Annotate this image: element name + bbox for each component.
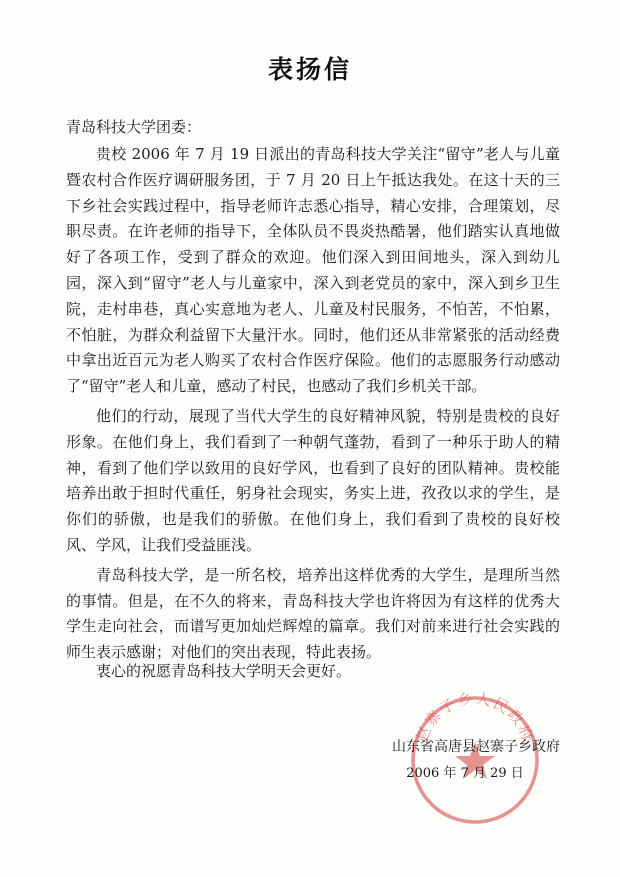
paragraph-3: 青岛科技大学，是一所名校，培养出这样优秀的大学生，是理所当然的事情。但是，在不久的将来，青岛科技大学也许将因为有这样的优秀大学生走向社会，而谱写更加灿烂辉煌的篇章。我们对前来进行社会实践的师生表示感谢；对他们的突出表现，特此表扬。: [66, 565, 560, 662]
letter-body: [66, 142, 560, 670]
signer: 山东省高唐县赵寨子乡政府: [392, 739, 560, 755]
salutation: 青岛科技大学团委：: [66, 118, 202, 136]
official-seal-icon: [405, 690, 545, 830]
paragraph-2: 他们的行动，展现了当代大学生的良好精神风貌，特别是贵校的良好形象。在他们身上，我们看到了一种朝气蓬勃，看到了一种乐于助人的精神，看到了他们学以致用的良好学风，也看到了良好的团队精神。贵校能培养出敢于担时代重任，躬身社会现实，务实上进，孜孜以求的学生，是你们的骄傲，也是我们的骄傲。在他们身上，我们看到了贵校的良好校风、学风，让我们受益匪浅。: [66, 406, 560, 554]
closing-line: 衷心的祝愿青岛科技大学明天会更好。: [96, 662, 352, 680]
letter-title: 表扬信: [267, 55, 352, 84]
svg-text:赵寨子乡人民政府: 赵寨子乡人民政府: [412, 690, 538, 745]
paragraph-1: 贵校 2006 年 7 月 19 日派出的青岛科技大学关注“留守”老人与儿童暨农村合作医疗调研服务团，于 7 月 20 日上午抵达我处。在这十天的三下乡社会实践过程中，指导老师许志悉心指导，精心安排，合理策划，尽职尽责。在许老师的指导下，全体队员不畏炎热酷暑，他们踏实认真地做好了各项工作，受到了群众的欢迎。他们深入到田间地头，深入到幼儿园，深入到“留守”老人与儿童家中，深入到老党员的家中，深入到乡卫生院，走村串巷，真心实意地为老人、儿童及村民服务，不怕苦，不怕累，不怕脏，为群众利益留下大量汗水。同时，他们还从非常紧张的活动经费中拿出近百元为老人购买了农村合作医疗保险。他们的志愿服务行动感动了“留守”老人和儿童，感动了村民，也感动了我们乡机关干部。: [66, 145, 560, 396]
letter-date: 2006 年 7 月 29 日: [406, 766, 524, 781]
